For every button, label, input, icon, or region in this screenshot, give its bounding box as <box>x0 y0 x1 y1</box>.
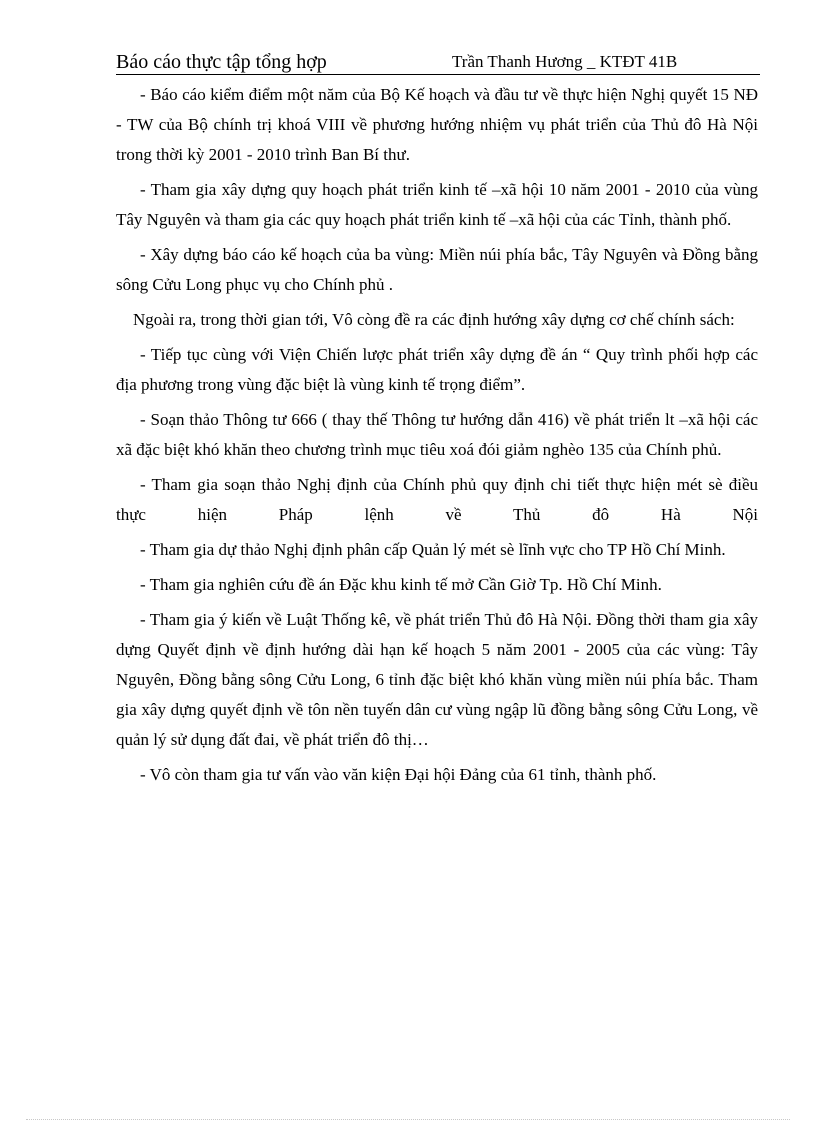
paragraph-4: Ngoài ra, trong thời gian tới, Vô còng đề ra các định hướng xây dựng cơ chế chính sách: <box>133 310 735 329</box>
page-header <box>116 50 760 75</box>
paragraph-11: - Vô còn tham gia tư vấn vào văn kiện Đại hội Đảng của 61 tỉnh, thành phố. <box>140 765 657 784</box>
document-body <box>116 80 758 795</box>
page-bottom-divider <box>26 1119 790 1120</box>
paragraph-8: - Tham gia dự thảo Nghị định phân cấp Quản lý mét sè lĩnh vực cho TP Hồ Chí Minh. <box>140 540 726 559</box>
paragraph-2: - Tham gia xây dựng quy hoạch phát triển kinh tế –xã hội 10 năm 2001 - 2010 của vùng Tây Nguyên và tham gia các quy hoạch phát triển kinh tế –xã hội của các Tỉnh, thành phố. <box>116 180 758 229</box>
paragraph-3: - Xây dựng báo cáo kế hoạch của ba vùng: Miền núi phía bắc, Tây Nguyên và Đồng bằng sông Cửu Long phục vụ cho Chính phủ . <box>116 245 758 294</box>
author-label: Trần Thanh Hương _ KTĐT 41B <box>452 52 678 71</box>
paragraph-5: - Tiếp tục cùng với Viện Chiến lược phát triển xây dựng đề án “ Quy trình phối hợp các địa phương trong vùng đặc biệt là vùng kinh tế trọng điểm”. <box>116 345 758 394</box>
paragraph-7: - Tham gia soạn thảo Nghị định của Chính phủ quy định chi tiết thực hiện mét sè điều thực hiện Pháp lệnh về Thủ đô Hà Nội <box>116 475 758 524</box>
paragraph-10: - Tham gia ý kiến về Luật Thống kê, về phát triển Thủ đô Hà Nội. Đồng thời tham gia xây dựng Quyết định về định hướng dài hạn kế hoạch 5 năm 2001 - 2005 của các vùng: Tây Nguyên, Đồng bằng sông Cửu Long, 6 tỉnh đặc biệt khó khăn vùng miền núi phía bắc. Tham gia xây dựng quyết định về tôn nền tuyến dân cư vùng ngập lũ đồng bằng sông Cửu Long, về quản lý sử dụng đất đai, về phát triển đô thị… <box>116 610 758 749</box>
paragraph-9: - Tham gia nghiên cứu đề án Đặc khu kinh tế mở Cần Giờ Tp. Hồ Chí Minh. <box>140 575 662 594</box>
paragraph-6: - Soạn thảo Thông tư 666 ( thay thế Thông tư hướng dẫn 416) về phát triển lt –xã hội các xã đặc biệt khó khăn theo chương trình mục tiêu xoá đói giảm nghèo 135 của Chính phủ. <box>116 410 758 459</box>
report-title: Báo cáo thực tập tổng hợp <box>116 51 327 73</box>
paragraph-1: - Báo cáo kiểm điểm một năm của Bộ Kế hoạch và đầu tư về thực hiện Nghị quyết 15 NĐ - TW của Bộ chính trị khoá VIII về phương hướng nhiệm vụ phát triển của Thủ đô Hà Nội trong thời kỳ 2001 - 2010 trình Ban Bí thư. <box>116 85 758 164</box>
